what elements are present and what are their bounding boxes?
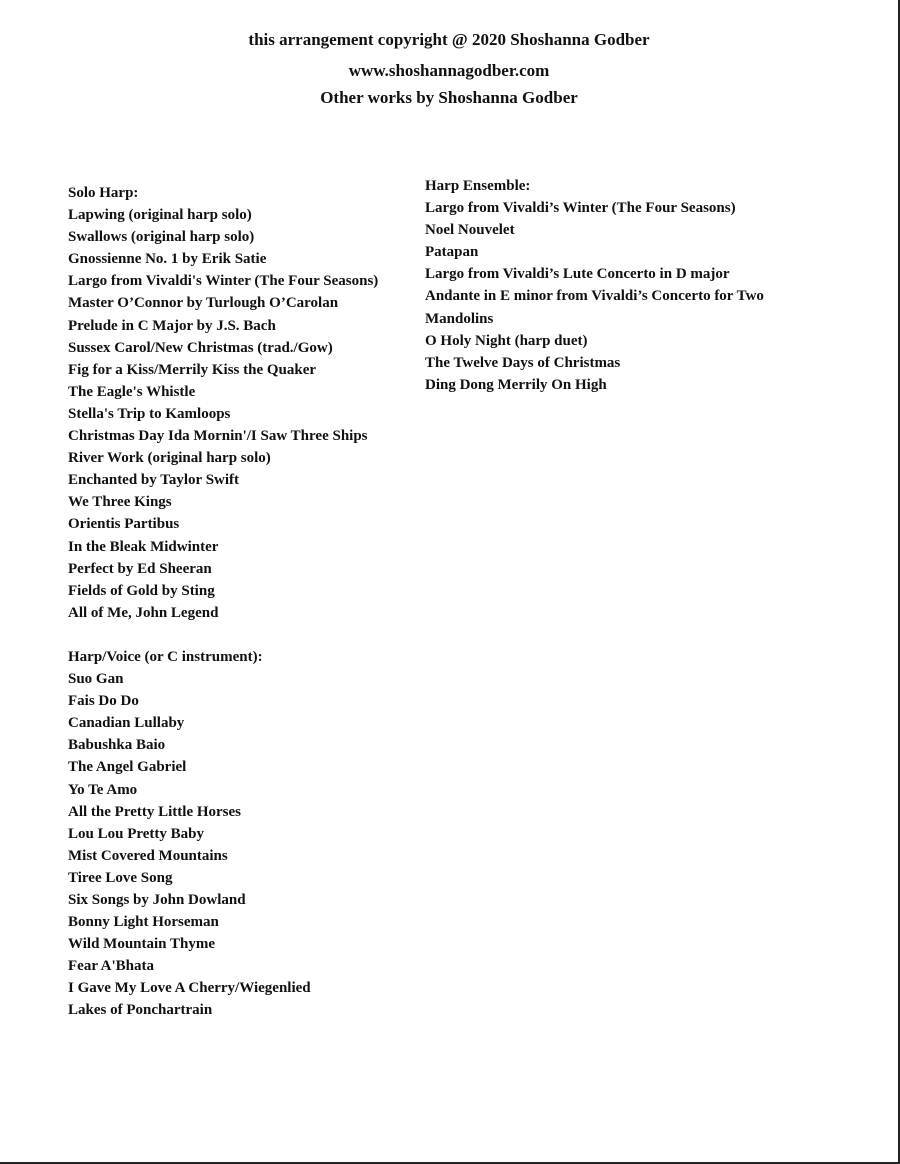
list-item: Mandolins xyxy=(425,310,494,327)
website-line: www.shoshannagodber.com xyxy=(348,61,550,80)
list-item: Fais Do Do xyxy=(68,693,139,710)
list-item: Enchanted by Taylor Swift xyxy=(68,472,240,489)
list-item: In the Bleak Midwinter xyxy=(68,538,219,555)
list-item: Suo Gan xyxy=(68,671,124,688)
list-item: Canadian Lullaby xyxy=(68,715,185,732)
list-item: Babushka Baio xyxy=(68,737,166,754)
list-item: Lakes of Ponchartrain xyxy=(68,1002,213,1019)
other-works-title: Other works by Shoshanna Godber xyxy=(320,88,578,107)
list-item: Bonny Light Horseman xyxy=(68,914,219,931)
harp-ensemble-heading: Harp Ensemble: xyxy=(425,178,531,194)
list-item: Tiree Love Song xyxy=(68,869,173,886)
right-column xyxy=(425,175,764,396)
list-item: Patapan xyxy=(425,244,479,261)
list-item: All the Pretty Little Horses xyxy=(68,803,242,820)
list-item: The Twelve Days of Christmas xyxy=(425,354,621,371)
list-item: Sussex Carol/New Christmas (trad./Gow) xyxy=(68,339,333,356)
list-item: All of Me, John Legend xyxy=(68,604,219,621)
list-item: Largo from Vivaldi’s Winter (The Four Seasons) xyxy=(425,200,736,217)
list-item: Andante in E minor from Vivaldi’s Concerto for Two xyxy=(425,288,764,305)
solo-harp-list xyxy=(68,204,378,624)
list-item: Swallows (original harp solo) xyxy=(68,229,255,246)
list-item: Wild Mountain Thyme xyxy=(68,936,215,953)
list-item: Fear A'Bhata xyxy=(68,958,154,975)
solo-harp-heading: Solo Harp: xyxy=(68,185,139,201)
list-item: Mist Covered Mountains xyxy=(68,847,228,864)
list-item: Prelude in C Major by J.S. Bach xyxy=(68,317,276,334)
list-item: O Holy Night (harp duet) xyxy=(425,332,588,349)
list-item: Fields of Gold by Sting xyxy=(68,582,215,599)
list-item: Christmas Day Ida Mornin'/I Saw Three Ships xyxy=(68,428,368,445)
list-item: Largo from Vivaldi’s Lute Concerto in D major xyxy=(425,266,730,283)
list-item: Fig for a Kiss/Merrily Kiss the Quaker xyxy=(68,361,317,378)
list-item: Stella's Trip to Kamloops xyxy=(68,405,231,422)
list-item: Six Songs by John Dowland xyxy=(68,892,246,908)
list-item: Gnossienne No. 1 by Erik Satie xyxy=(68,251,267,268)
harp-voice-heading: Harp/Voice (or C instrument): xyxy=(68,648,263,665)
list-item: Largo from Vivaldi's Winter (The Four Seasons) xyxy=(68,273,379,290)
list-item: Master O’Connor by Turlough O’Carolan xyxy=(68,295,339,312)
list-item: Noel Nouvelet xyxy=(425,222,515,239)
list-item: Ding Dong Merrily On High xyxy=(425,376,607,393)
list-item: We Three Kings xyxy=(68,494,172,511)
list-item: Lapwing (original harp solo) xyxy=(68,207,252,224)
left-column xyxy=(68,182,378,1022)
list-item: The Angel Gabriel xyxy=(68,759,187,776)
harp-voice-list xyxy=(68,668,378,1022)
list-item: Lou Lou Pretty Baby xyxy=(68,825,204,842)
section-spacer xyxy=(68,624,378,646)
list-item: Perfect by Ed Sheeran xyxy=(68,560,212,577)
harp-ensemble-list xyxy=(425,197,764,396)
list-item: Orientis Partibus xyxy=(68,516,180,533)
list-item: The Eagle's Whistle xyxy=(68,383,196,400)
copyright-line: this arrangement copyright @ 2020 Shoshanna Godber xyxy=(248,30,650,49)
list-item: Yo Te Amo xyxy=(68,781,138,798)
list-item: I Gave My Love A Cherry/Wiegenlied xyxy=(68,980,311,997)
list-item: River Work (original harp solo) xyxy=(68,450,271,467)
